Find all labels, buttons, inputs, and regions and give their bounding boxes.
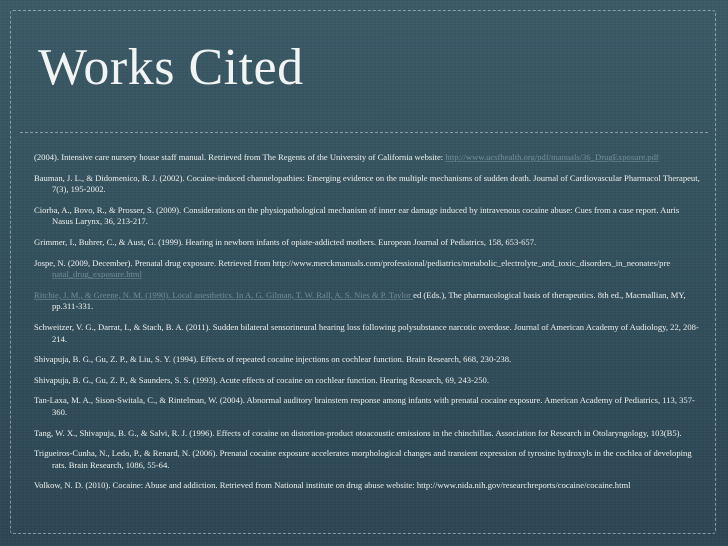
reference-text: Bauman, J. L., & Didomenico, R. J. (2002). Cocaine-induced channelopathies: Emerging evidence on the multiple mechanisms of sudden death. Journal of Cardiovascular Pharmacol Therapeut, 7(3), 195-2002. <box>34 172 700 195</box>
reference-text: Grimmer, I., Buhrer, C., & Aust, G. (1999). Hearing in newborn infants of opiate-addicted mothers. European Journal of Pediatrics, 158, 653-657. <box>34 236 537 247</box>
reference-text: Trigueiros-Cunha, N., Ledo, P., & Renard, N. (2006). Prenatal cocaine exposure accelerates morphological changes and transient expression of tyrosine hydroxyls in the cochlea of developing rats. Brain Research, 1086, 55-64. <box>34 448 692 470</box>
reference-item <box>34 258 702 281</box>
reference-item <box>34 448 702 471</box>
reference-item <box>34 354 702 366</box>
reference-item <box>34 205 702 228</box>
reference-text: ed (Eds.), The pharmacological basis of therapeutics. 8th ed., Macmallian, MY, pp.311-331. <box>52 289 686 312</box>
reference-item <box>34 395 702 418</box>
reference-text: Ciorba, A., Bovo, R., & Prosser, S. (2009). Considerations on the physiopathological mechanism of inner ear damage induced by intravenous cocaine abuse: Cues from a case report. Auris Nasus Larynx, 36, 213-217. <box>34 204 680 227</box>
reference-item <box>34 237 702 249</box>
reference-link[interactable]: Ritchie, J. M., & Greene, N. M. (1990). Local anesthetics. In A. G. Gilman, T. W. Rall, A. S. Nies & P. Taylor <box>34 289 414 300</box>
reference-text: (2004). Intensive care nursery house staff manual. Retrieved from The Regents of the University of California website: <box>34 152 446 162</box>
reference-text: Tang, W. X., Shivapuja, B. G., & Salvi, R. J. (1996). Effects of cocaine on distortion-product otoacoustic emissions in the chinchillas. Association for Research in Otolaryngology, 103(B5). <box>34 427 682 438</box>
reference-text: Jospe, N. (2009, December). Prenatal drug exposure. Retrieved from http://www.merckmanuals.com/professional/pediatrics/metabolic_electrolyte_and_toxic_disorders_in_neonates/pre <box>34 257 671 268</box>
reference-link[interactable]: http://www.ucsfhealth.org/pdf/manuals/36_DrugExposure.pdf <box>445 152 659 162</box>
title-divider <box>20 132 708 133</box>
reference-text: Volkow, N. D. (2010). Cocaine: Abuse and addiction. Retrieved from National institute on drug abuse website: http://www.nida.nih.gov/researchreports/cocaine/cocaine.html <box>34 480 631 491</box>
reference-link[interactable]: natal_drug_exposure.html <box>52 269 142 280</box>
reference-item <box>34 322 702 345</box>
reference-item <box>34 290 702 313</box>
page-title: Works Cited <box>38 39 304 96</box>
reference-item <box>34 428 702 440</box>
reference-text: Tan-Laxa, M. A., Sison-Switala, C., & Rintelman, W. (2004). Abnormal auditory brainstem response among infants with prenatal cocaine exposure. American Academy of Pediatrics, 113, 357-360. <box>34 395 695 417</box>
reference-item <box>34 480 702 492</box>
reference-text: Shivapuja, B. G., Gu, Z. P., & Liu, S. Y. (1994). Effects of repeated cocaine injections on cochlear function. Brain Research, 668, 230-238. <box>34 354 512 365</box>
reference-item <box>34 173 702 196</box>
reference-list <box>34 152 702 501</box>
reference-text: Schweitzer, V. G., Darrat, I., & Stach, B. A. (2011). Sudden bilateral sensorineural hearing loss following polysubstance narcotic overdose. Journal of American Academy of Audiology, 22, 208-214. <box>34 321 699 344</box>
reference-item <box>34 152 702 164</box>
reference-item <box>34 375 702 387</box>
reference-text: Shivapuja, B. G., Gu, Z. P., & Saunders, S. S. (1993). Acute effects of cocaine on cochlear function. Hearing Research, 69, 243-250. <box>34 374 489 385</box>
